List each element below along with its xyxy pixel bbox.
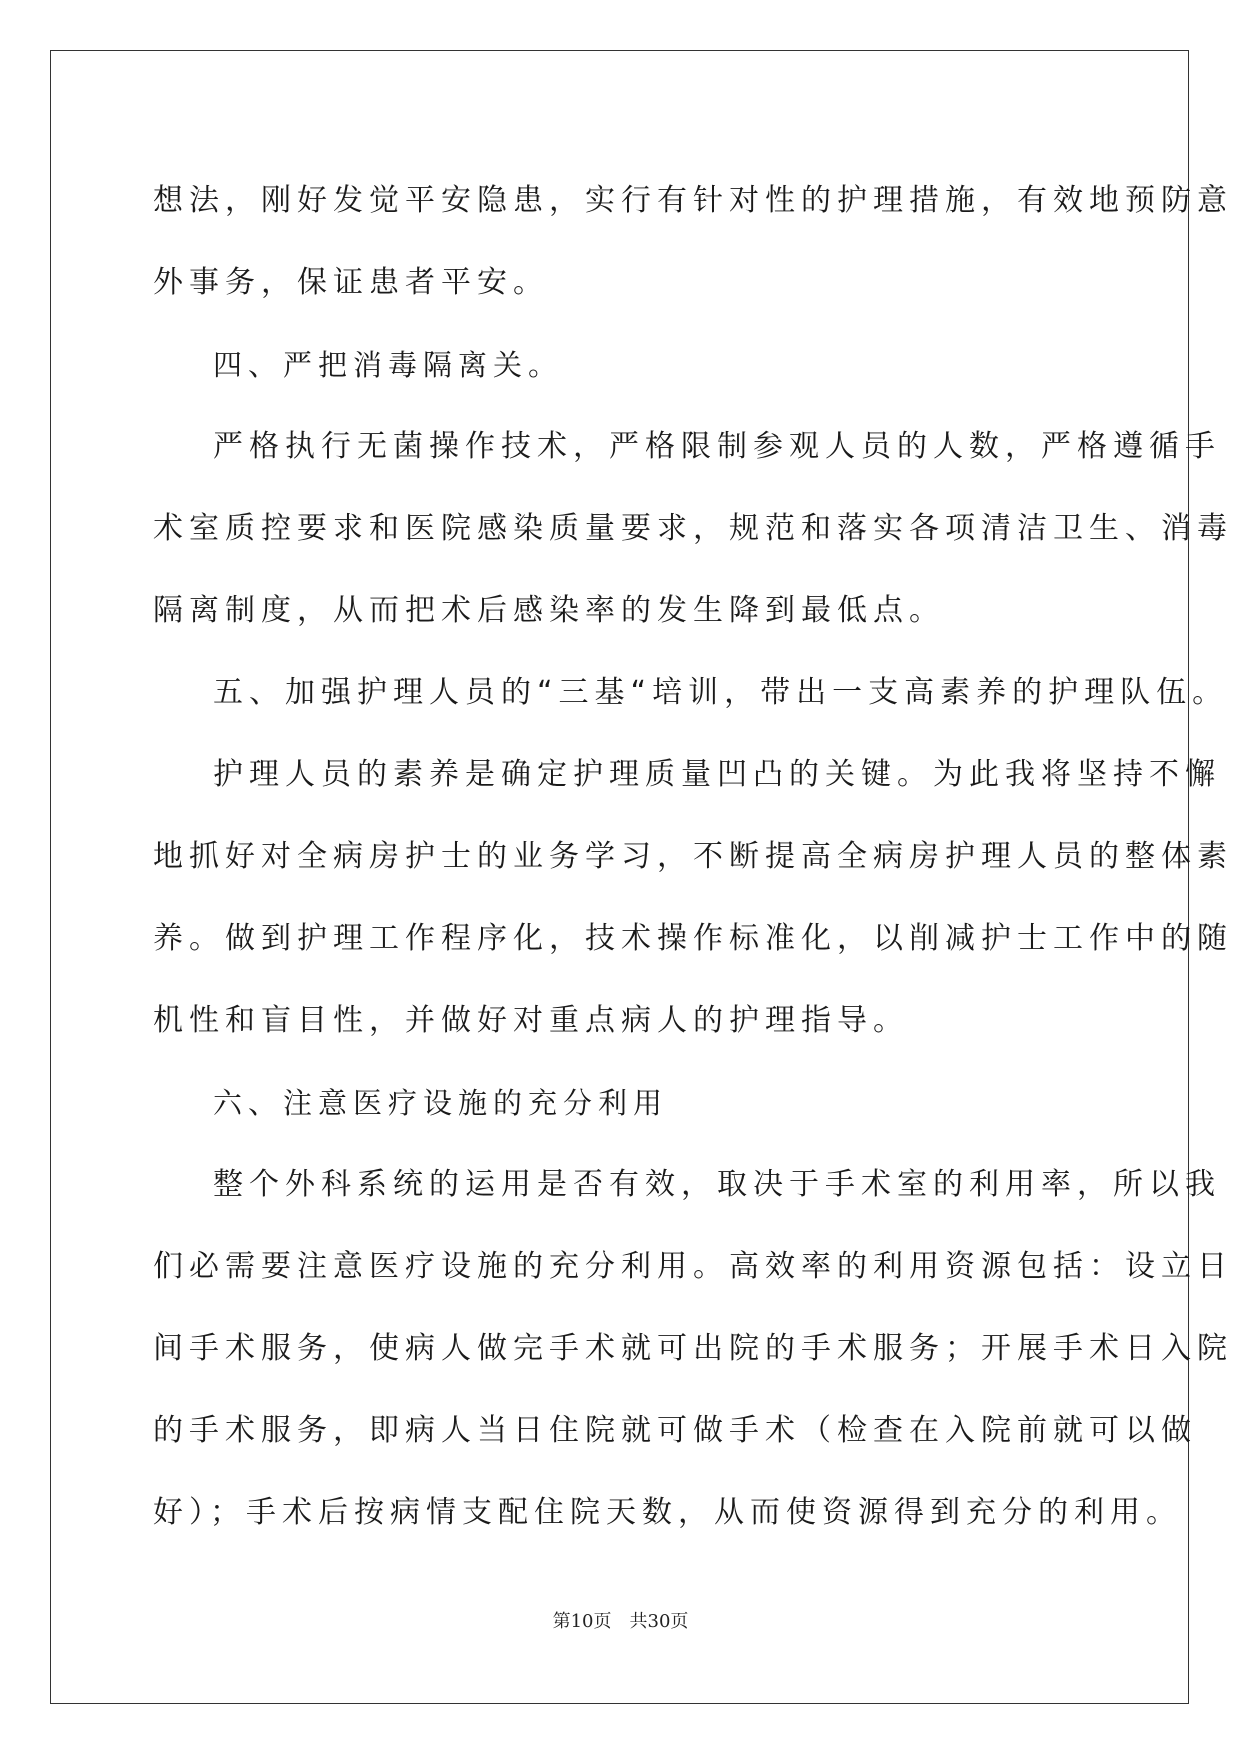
section-heading-5: 五、加强护理人员的“三基“培训，带出一支高素养的护理队伍。 [213,675,1229,710]
text-line: 的手术服务，即病人当日住院就可做手术（检查在入院前就可以做 [153,1413,1197,1448]
text-line: 术室质控要求和医院感染质量要求，规范和落实各项清洁卫生、消毒 [153,511,1233,546]
page-number: 第10页 共30页 [552,1611,689,1632]
section-heading-6: 六、注意医疗设施的充分利用 [213,1086,669,1120]
section-heading-4: 四、严把消毒隔离关。 [213,348,564,382]
text-line: 想法，刚好发觉平安隐患，实行有针对性的护理措施，有效地预防意 [153,183,1233,218]
text-line: 们必需要注意医疗设施的充分利用。高效率的利用资源包括：设立日 [153,1249,1233,1284]
text-line: 间手术服务，使病人做完手术就可出院的手术服务；开展手术日入院 [153,1331,1233,1366]
text-line: 养。做到护理工作程序化，技术操作标准化，以削减护士工作中的随 [153,921,1233,956]
text-line: 地抓好对全病房护士的业务学习，不断提高全病房护理人员的整体素 [153,839,1233,874]
text-line: 外事务，保证患者平安。 [153,265,549,300]
text-line: 护理人员的素养是确定护理质量凹凸的关键。为此我将坚持不懈 [213,757,1221,792]
text-line: 机性和盲目性，并做好对重点病人的护理指导。 [153,1003,909,1038]
document-body [153,160,1233,1554]
text-line: 好）；手术后按病情支配住院天数，从而使资源得到充分的利用。 [153,1495,1182,1530]
text-line: 整个外科系统的运用是否有效，取决于手术室的利用率，所以我 [213,1167,1221,1202]
text-line: 严格执行无菌操作技术，严格限制参观人员的人数，严格遵循手 [213,429,1221,464]
text-line: 隔离制度，从而把术后感染率的发生降到最低点。 [153,593,945,628]
